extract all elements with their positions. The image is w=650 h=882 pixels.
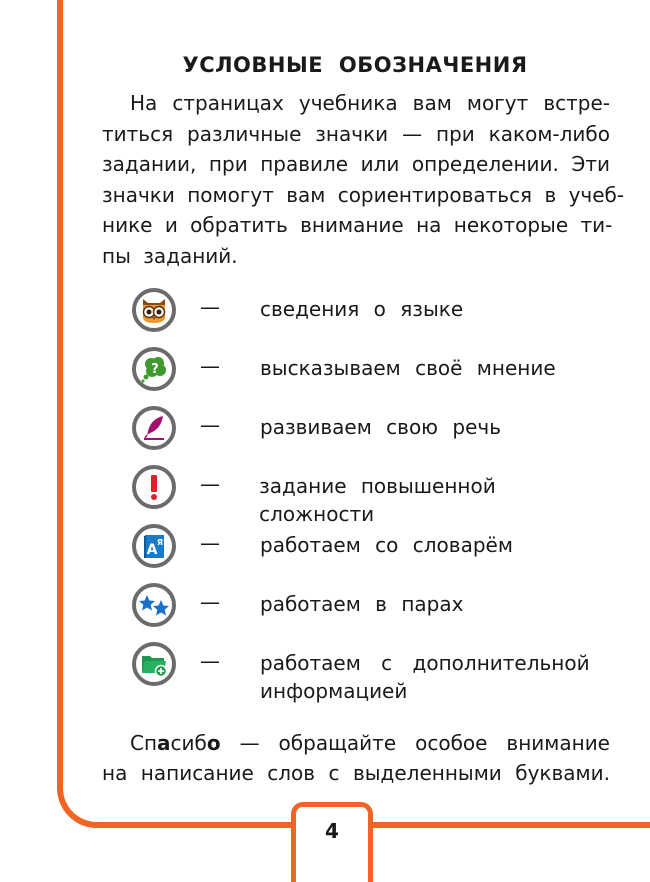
legend-item-pairs: [132, 583, 463, 627]
legend-text: сведения о языке: [260, 297, 464, 321]
legend-dash: —: [200, 590, 220, 614]
legend-text: работаем со словарём: [260, 533, 513, 557]
page-number: 4: [325, 819, 339, 843]
page-frame-bottom-border-left: [110, 822, 294, 828]
outro-line: на написание слов с выделенными буквами.: [102, 761, 610, 785]
legend-text: [260, 649, 590, 705]
legend-dash: —: [200, 472, 220, 496]
legend-dash: —: [200, 413, 220, 437]
legend-text: задание повышенной сложности: [259, 474, 496, 526]
legend-dash: —: [200, 354, 220, 378]
legend-text: высказываем своё мнение: [260, 356, 556, 380]
intro-line: значки помогут вам сориентироваться в учеб-: [102, 182, 625, 207]
example-letters: Сп: [130, 731, 158, 755]
page-title: УСЛОВНЫЕ ОБОЗНАЧЕНИЯ: [182, 53, 528, 77]
intro-line: На страницах учебника вам могут встре-: [130, 91, 610, 115]
thought-question-icon: [132, 347, 176, 391]
legend-item-dictionary: [132, 524, 513, 568]
legend-text: работаем в парах: [260, 592, 464, 616]
page-frame-bottom-border-right: [370, 822, 650, 828]
legend-item-language-info: [132, 288, 463, 332]
exclamation-icon: [132, 465, 176, 509]
quill-pen-icon: [132, 406, 176, 450]
svg-text:Я: Я: [156, 538, 164, 547]
page-number-tab: [291, 802, 373, 882]
highlighted-letter: о: [206, 731, 221, 755]
example-letters: сиб: [170, 731, 207, 755]
legend-dash: —: [200, 531, 220, 555]
intro-paragraph: [102, 88, 625, 271]
page-frame-left-border: [57, 0, 63, 780]
intro-line: пы заданий.: [102, 243, 238, 268]
highlighted-letter: а: [157, 731, 171, 755]
svg-text:?: ?: [151, 362, 159, 377]
svg-text:A: A: [146, 542, 158, 558]
legend-item-hard-task: [132, 465, 612, 528]
legend-dash: —: [200, 649, 220, 673]
outro-text: — обращайте особое внимание: [239, 731, 610, 755]
dictionary-icon: [132, 524, 176, 568]
intro-line: титься различные значки — при каком-либо: [102, 121, 610, 146]
folder-plus-icon: [132, 642, 176, 686]
legend-item-opinion: [132, 347, 556, 391]
outro-paragraph: [102, 728, 610, 788]
legend-dash: —: [200, 295, 220, 319]
intro-line: нике и обратить внимание на некоторые ти-: [102, 213, 613, 237]
owl-icon: [132, 288, 176, 332]
legend-item-extra-info: [132, 642, 590, 705]
two-stars-icon: [132, 583, 176, 627]
intro-line: задании, при правиле или определении. Эти: [102, 152, 610, 176]
example-word: [130, 731, 221, 755]
legend-text-line: работаем с дополнительной: [260, 651, 590, 675]
legend-text-line: информацией: [260, 679, 408, 703]
legend-item-speech: [132, 406, 501, 450]
outro-line: [102, 728, 610, 758]
legend-text: развиваем свою речь: [260, 415, 501, 439]
